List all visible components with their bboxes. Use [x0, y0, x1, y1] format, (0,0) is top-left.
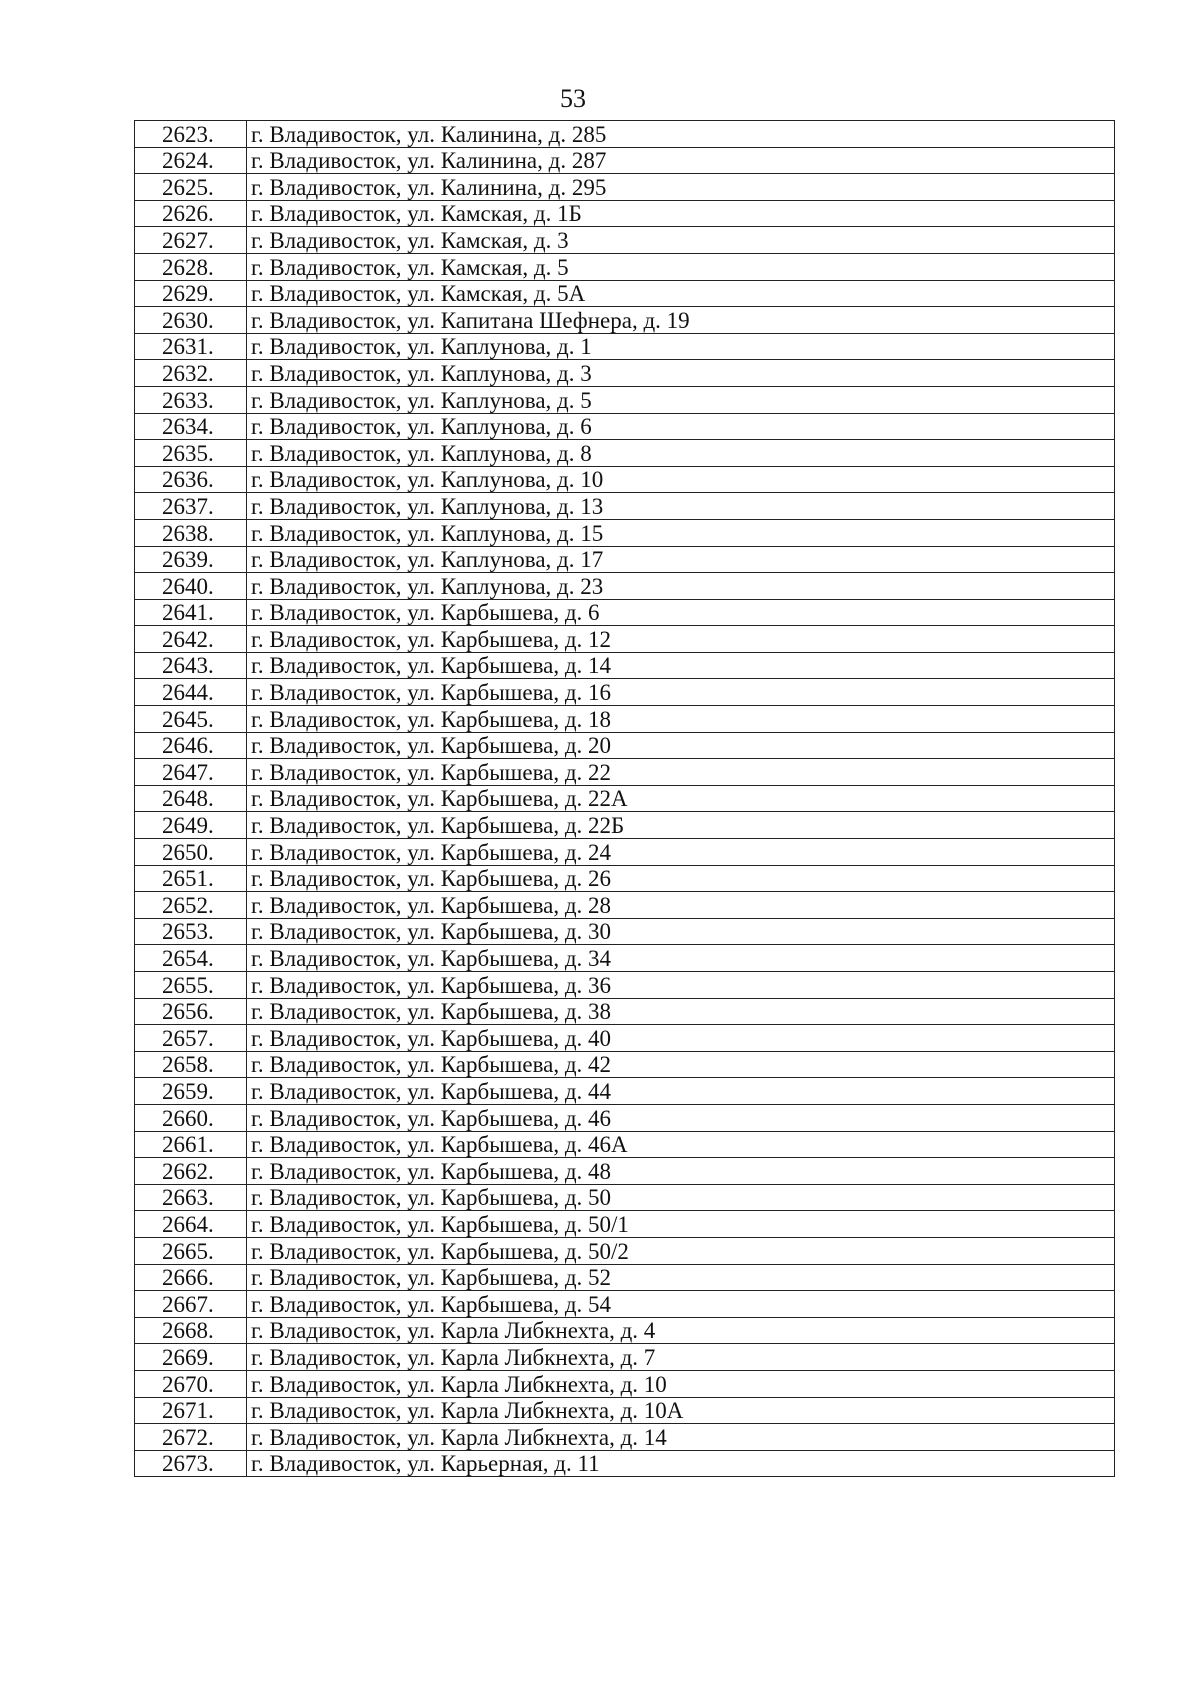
address-cell: г. Владивосток, ул. Каплунова, д. 23	[247, 573, 1115, 600]
row-number: 2665.	[135, 1237, 247, 1264]
row-number: 2634.	[135, 413, 247, 440]
address-cell: г. Владивосток, ул. Карбышева, д. 16	[247, 679, 1115, 706]
address-cell: г. Владивосток, ул. Карла Либкнехта, д. 10	[247, 1370, 1115, 1397]
table-row	[135, 626, 1115, 653]
address-cell: г. Владивосток, ул. Капитана Шефнера, д. 19	[247, 307, 1115, 334]
row-number: 2644.	[135, 679, 247, 706]
address-cell: г. Владивосток, ул. Карбышева, д. 14	[247, 652, 1115, 679]
address-cell: г. Владивосток, ул. Каплунова, д. 8	[247, 440, 1115, 467]
address-cell: г. Владивосток, ул. Карбышева, д. 20	[247, 732, 1115, 759]
table-row	[135, 785, 1115, 812]
address-cell: г. Владивосток, ул. Карбышева, д. 52	[247, 1264, 1115, 1291]
row-number: 2669.	[135, 1344, 247, 1371]
address-cell: г. Владивосток, ул. Каплунова, д. 10	[247, 466, 1115, 493]
address-cell: г. Владивосток, ул. Каплунова, д. 13	[247, 493, 1115, 520]
address-cell: г. Владивосток, ул. Каплунова, д. 17	[247, 546, 1115, 573]
row-number: 2642.	[135, 626, 247, 653]
row-number: 2623.	[135, 121, 247, 148]
table-row	[135, 386, 1115, 413]
table-row	[135, 307, 1115, 334]
row-number: 2649.	[135, 812, 247, 839]
address-cell: г. Владивосток, ул. Карбышева, д. 50	[247, 1184, 1115, 1211]
table-row	[135, 174, 1115, 201]
address-cell: г. Владивосток, ул. Карбышева, д. 22	[247, 759, 1115, 786]
table-row	[135, 1370, 1115, 1397]
address-cell: г. Владивосток, ул. Калинина, д. 295	[247, 174, 1115, 201]
row-number: 2662.	[135, 1158, 247, 1185]
row-number: 2625.	[135, 174, 247, 201]
address-cell: г. Владивосток, ул. Камская, д. 1Б	[247, 200, 1115, 227]
row-number: 2660.	[135, 1104, 247, 1131]
address-cell: г. Владивосток, ул. Каплунова, д. 15	[247, 519, 1115, 546]
row-number: 2653.	[135, 918, 247, 945]
row-number: 2664.	[135, 1211, 247, 1238]
table-row	[135, 1104, 1115, 1131]
address-cell: г. Владивосток, ул. Карбышева, д. 12	[247, 626, 1115, 653]
table-row	[135, 1397, 1115, 1424]
row-number: 2639.	[135, 546, 247, 573]
row-number: 2645.	[135, 706, 247, 733]
table-row	[135, 706, 1115, 733]
row-number: 2671.	[135, 1397, 247, 1424]
row-number: 2643.	[135, 652, 247, 679]
address-cell: г. Владивосток, ул. Карбышева, д. 34	[247, 945, 1115, 972]
row-number: 2640.	[135, 573, 247, 600]
table-row	[135, 1184, 1115, 1211]
table-row	[135, 333, 1115, 360]
row-number: 2659.	[135, 1078, 247, 1105]
address-cell: г. Владивосток, ул. Калинина, д. 287	[247, 147, 1115, 174]
table-row	[135, 1264, 1115, 1291]
address-cell: г. Владивосток, ул. Карбышева, д. 54	[247, 1291, 1115, 1318]
table-row	[135, 1131, 1115, 1158]
address-cell: г. Владивосток, ул. Карбышева, д. 40	[247, 1025, 1115, 1052]
page-number: 53	[560, 84, 586, 113]
table-row	[135, 812, 1115, 839]
row-number: 2661.	[135, 1131, 247, 1158]
row-number: 2629.	[135, 280, 247, 307]
address-cell: г. Владивосток, ул. Карбышева, д. 36	[247, 972, 1115, 999]
table-row	[135, 546, 1115, 573]
table-row	[135, 493, 1115, 520]
table-row	[135, 1051, 1115, 1078]
address-cell: г. Владивосток, ул. Карбышева, д. 48	[247, 1158, 1115, 1185]
address-cell: г. Владивосток, ул. Каплунова, д. 3	[247, 360, 1115, 387]
table-row	[135, 839, 1115, 866]
table-row	[135, 413, 1115, 440]
address-table-body	[135, 121, 1115, 1477]
table-row	[135, 253, 1115, 280]
address-cell: г. Владивосток, ул. Карбышева, д. 6	[247, 599, 1115, 626]
address-cell: г. Владивосток, ул. Карбышева, д. 24	[247, 839, 1115, 866]
address-cell: г. Владивосток, ул. Камская, д. 5А	[247, 280, 1115, 307]
row-number: 2641.	[135, 599, 247, 626]
table-row	[135, 1237, 1115, 1264]
row-number: 2658.	[135, 1051, 247, 1078]
row-number: 2666.	[135, 1264, 247, 1291]
address-cell: г. Владивосток, ул. Карбышева, д. 46	[247, 1104, 1115, 1131]
row-number: 2656.	[135, 998, 247, 1025]
table-row	[135, 466, 1115, 493]
table-row	[135, 918, 1115, 945]
address-cell: г. Владивосток, ул. Карла Либкнехта, д. 10А	[247, 1397, 1115, 1424]
row-number: 2624.	[135, 147, 247, 174]
table-row	[135, 972, 1115, 999]
address-cell: г. Владивосток, ул. Карбышева, д. 22Б	[247, 812, 1115, 839]
table-row	[135, 1291, 1115, 1318]
address-cell: г. Владивосток, ул. Карьерная, д. 11	[247, 1450, 1115, 1477]
address-cell: г. Владивосток, ул. Карбышева, д. 44	[247, 1078, 1115, 1105]
row-number: 2672.	[135, 1424, 247, 1451]
row-number: 2626.	[135, 200, 247, 227]
row-number: 2667.	[135, 1291, 247, 1318]
address-cell: г. Владивосток, ул. Карбышева, д. 30	[247, 918, 1115, 945]
table-row	[135, 1344, 1115, 1371]
address-cell: г. Владивосток, ул. Калинина, д. 285	[247, 121, 1115, 148]
address-cell: г. Владивосток, ул. Карбышева, д. 28	[247, 892, 1115, 919]
table-row	[135, 573, 1115, 600]
row-number: 2651.	[135, 865, 247, 892]
table-row	[135, 998, 1115, 1025]
table-row	[135, 121, 1115, 148]
address-cell: г. Владивосток, ул. Карбышева, д. 38	[247, 998, 1115, 1025]
table-row	[135, 1078, 1115, 1105]
address-cell: г. Владивосток, ул. Карбышева, д. 50/1	[247, 1211, 1115, 1238]
row-number: 2673.	[135, 1450, 247, 1477]
row-number: 2663.	[135, 1184, 247, 1211]
table-row	[135, 732, 1115, 759]
row-number: 2668.	[135, 1317, 247, 1344]
row-number: 2638.	[135, 519, 247, 546]
table-row	[135, 280, 1115, 307]
row-number: 2632.	[135, 360, 247, 387]
row-number: 2630.	[135, 307, 247, 334]
row-number: 2647.	[135, 759, 247, 786]
row-number: 2627.	[135, 227, 247, 254]
table-row	[135, 360, 1115, 387]
table-row	[135, 227, 1115, 254]
row-number: 2633.	[135, 386, 247, 413]
row-number: 2648.	[135, 785, 247, 812]
address-cell: г. Владивосток, ул. Камская, д. 5	[247, 253, 1115, 280]
table-row	[135, 892, 1115, 919]
row-number: 2636.	[135, 466, 247, 493]
address-cell: г. Владивосток, ул. Каплунова, д. 6	[247, 413, 1115, 440]
table-row	[135, 759, 1115, 786]
address-cell: г. Владивосток, ул. Карбышева, д. 42	[247, 1051, 1115, 1078]
address-cell: г. Владивосток, ул. Камская, д. 3	[247, 227, 1115, 254]
table-row	[135, 1450, 1115, 1477]
table-row	[135, 1025, 1115, 1052]
table-row	[135, 519, 1115, 546]
row-number: 2635.	[135, 440, 247, 467]
table-row	[135, 200, 1115, 227]
table-row	[135, 865, 1115, 892]
address-cell: г. Владивосток, ул. Карла Либкнехта, д. 14	[247, 1424, 1115, 1451]
address-cell: г. Владивосток, ул. Каплунова, д. 1	[247, 333, 1115, 360]
address-cell: г. Владивосток, ул. Каплунова, д. 5	[247, 386, 1115, 413]
row-number: 2654.	[135, 945, 247, 972]
row-number: 2631.	[135, 333, 247, 360]
row-number: 2652.	[135, 892, 247, 919]
table-row	[135, 1317, 1115, 1344]
row-number: 2637.	[135, 493, 247, 520]
table-row	[135, 945, 1115, 972]
table-row	[135, 147, 1115, 174]
row-number: 2628.	[135, 253, 247, 280]
row-number: 2650.	[135, 839, 247, 866]
table-row	[135, 1211, 1115, 1238]
table-row	[135, 1158, 1115, 1185]
row-number: 2655.	[135, 972, 247, 999]
address-cell: г. Владивосток, ул. Карбышева, д. 18	[247, 706, 1115, 733]
row-number: 2657.	[135, 1025, 247, 1052]
address-cell: г. Владивосток, ул. Карбышева, д. 46А	[247, 1131, 1115, 1158]
address-cell: г. Владивосток, ул. Карбышева, д. 26	[247, 865, 1115, 892]
address-cell: г. Владивосток, ул. Карла Либкнехта, д. 4	[247, 1317, 1115, 1344]
table-row	[135, 679, 1115, 706]
table-row	[135, 652, 1115, 679]
address-cell: г. Владивосток, ул. Карбышева, д. 50/2	[247, 1237, 1115, 1264]
row-number: 2670.	[135, 1370, 247, 1397]
table-row	[135, 1424, 1115, 1451]
row-number: 2646.	[135, 732, 247, 759]
table-row	[135, 599, 1115, 626]
table-row	[135, 440, 1115, 467]
address-cell: г. Владивосток, ул. Карла Либкнехта, д. 7	[247, 1344, 1115, 1371]
address-table	[134, 120, 1115, 1477]
address-cell: г. Владивосток, ул. Карбышева, д. 22А	[247, 785, 1115, 812]
